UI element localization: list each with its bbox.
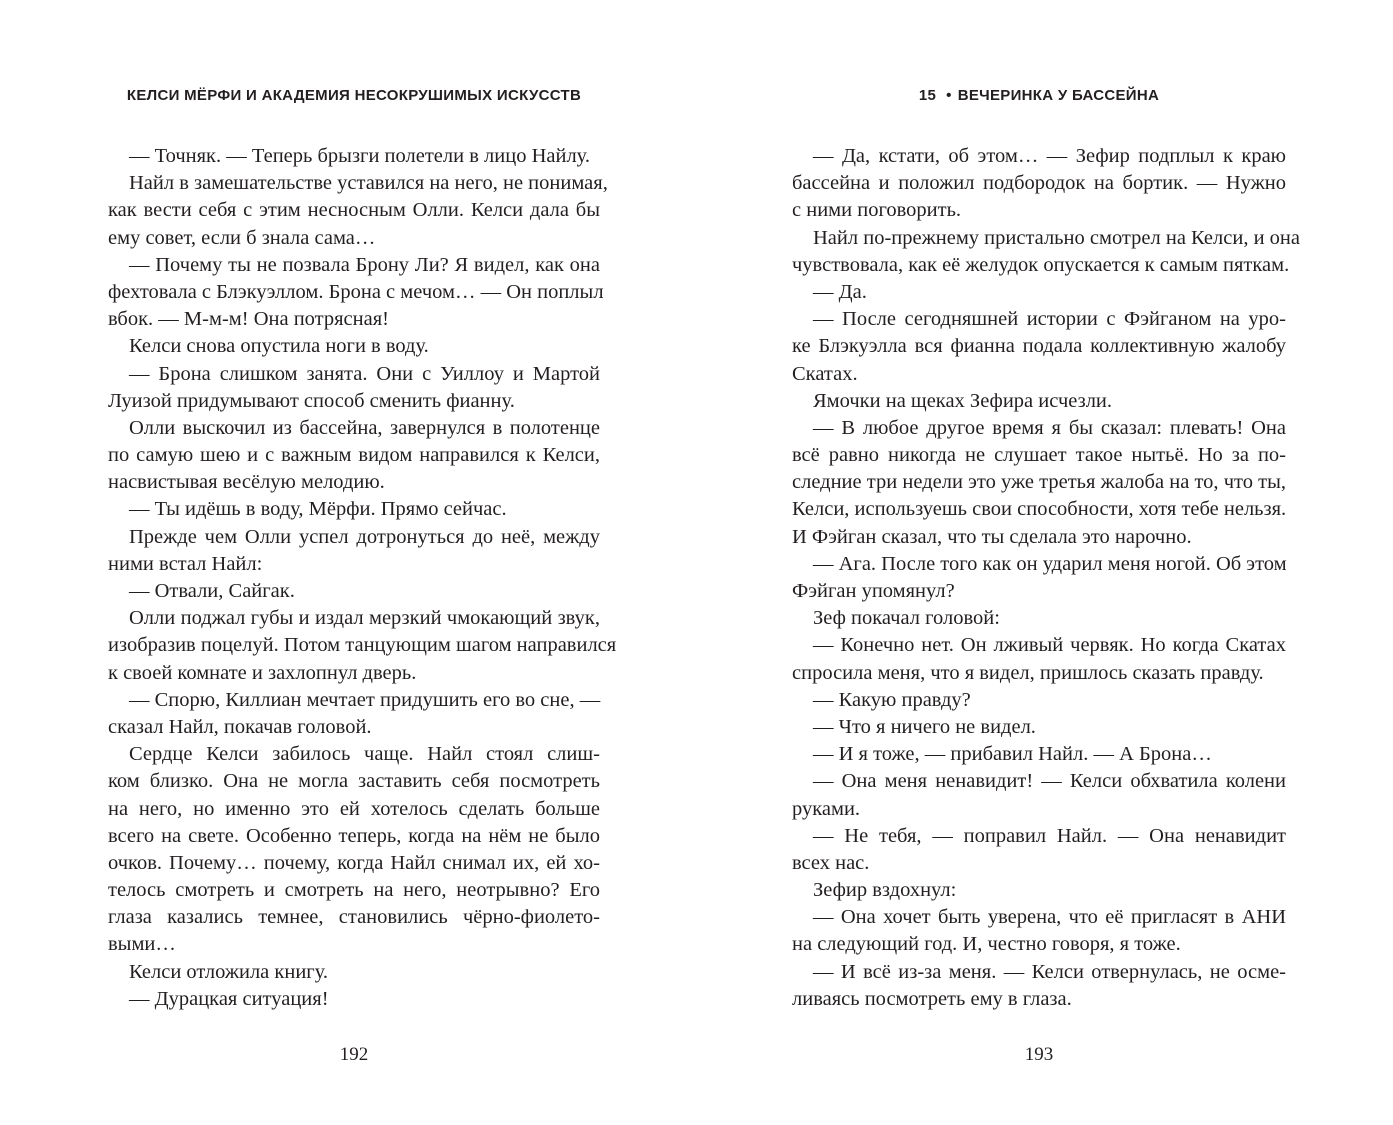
right-page-text [792,143,1300,1013]
text-line: вбок. — М-м-м! Она потрясная! [108,308,389,331]
chapter-title: ВЕЧЕРИНКА У БАССЕЙНА [957,87,1160,104]
text-line: — Брона слишком занята. Они с Уиллоу и Мартой [129,362,600,385]
text-line: Зеф покачал головой: [813,607,1000,630]
text-line: — Дурацкая ситуация! [129,987,329,1010]
text-line: — Спорю, Киллиан мечтает придушить его во сне, — [129,688,601,711]
text-line: глаза казались темнее, становились чёрно-фиолето- [108,906,600,929]
text-line: — И я тоже, — прибавил Найл. — А Брона… [813,743,1212,766]
text-line: — После сегодняшней истории с Фэйганом на уро- [813,308,1286,331]
text-line: — В любое другое время я бы сказал: плевать! Она [813,416,1286,439]
text-line: — Да, кстати, об этом… — Зефир подплыл к краю [813,145,1286,167]
text-line: Прежде чем Олли успел дотронуться до неё, между [129,525,600,548]
text-line: чувствовала, как её желудок опускается к самым пяткам. [792,253,1290,276]
text-line: — Ты идёшь в воду, Мёрфи. Прямо сейчас. [129,498,507,521]
text-line: И Фэйган сказал, что ты сделала это нарочно. [792,525,1192,548]
text-line: — Точняк. — Теперь брызги полетели в лицо Найлу. [129,145,590,167]
text-line: Олли поджал губы и издал мерзкий чмокающий звук, [129,607,600,630]
text-line: Олли выскочил из бассейна, завернулся в полотенце [129,416,600,439]
text-line: Зефир вздохнул: [813,879,957,902]
text-line: — Ага. После того как он ударил меня ногой. Об этом [813,552,1287,575]
text-line: как вести себя с этим несносным Олли. Келси дала бы [108,199,600,222]
text-line: к своей комнате и захлопнул дверь. [108,661,417,684]
text-line: — Она хочет быть уверена, что её пригласят в АНИ [813,906,1286,929]
text-line: с ними поговорить. [792,199,962,222]
text-line: спросила меня, что я видел, пришлось сказать правду. [792,661,1264,684]
text-line: — Отвали, Сайгак. [129,580,295,602]
text-line: руками. [792,797,861,820]
text-line: сказал Найл, покачав головой. [108,715,372,738]
text-line: ком близко. Она не могла заставить себя посмотреть [108,770,600,793]
left-page-text [108,143,617,1013]
text-line: — Что я ничего не видел. [813,715,1036,738]
text-line: по самую шею и с важным видом направился к Келси, [108,444,600,467]
text-line: всё равно никогда не слушает такое нытьё. Но за по- [792,444,1286,467]
text-line: ке Блэкуэлла вся фианна подала коллективную жалобу [792,335,1286,358]
left-page-number: 192 [339,1044,369,1065]
text-line: изобразив поцелуй. Потом танцующим шагом направился [108,634,617,657]
text-line: телось смотреть и смотреть на него, неотрывно? Его [108,879,600,902]
right-page-number: 193 [1024,1044,1054,1065]
left-running-head: КЕЛСИ МЁРФИ И АКАДЕМИЯ НЕСОКРУШИМЫХ ИСКУССТВ [126,87,582,104]
text-line: всего на свете. Особенно теперь, когда на нём не было [108,824,600,847]
text-line: Келси, используешь свои способности, хотя тебе нельзя. [792,498,1287,521]
text-line: — Почему ты не позвала Брону Ли? Я видел, как она [129,253,600,276]
text-line: — Конечно нет. Он лживый червяк. Но когда Скатах [813,634,1286,657]
text-line: Келси снова опустила ноги в воду. [129,335,429,358]
text-line: Ямочки на щеках Зефира исчезли. [813,389,1113,412]
text-line: Найл в замешательстве уставился на него, не понимая, [129,172,608,195]
bullet-separator: • [946,87,952,104]
text-line: Найл по-прежнему пристально смотрел на Келси, и она [813,226,1300,249]
text-line: ними встал Найл: [108,552,263,575]
text-line: Луизой придумывают способ сменить фианну. [108,389,515,412]
right-running-head [792,86,1286,106]
chapter-number: 15 [918,87,937,104]
text-line: выми… [108,933,176,956]
text-line: Келси отложила книгу. [129,960,329,983]
text-line: фехтовала с Блэкуэллом. Брона с мечом… — Он поплыл [108,280,604,303]
text-line: — Какую правду? [813,688,971,711]
right-page [792,0,1300,1125]
text-line: — Она меня ненавидит! — Келси обхватила колени [813,770,1286,793]
text-line: насвистывая весёлую мелодию. [108,471,385,494]
text-line: ливаясь посмотреть ему в глаза. [792,987,1072,1010]
text-line: — Не тебя, — поправил Найл. — Она ненавидит [813,824,1286,847]
text-line: ему совет, если б знала сама… [108,226,376,249]
text-line: — И всё из-за меня. — Келси отвернулась, не осме- [813,960,1286,983]
text-line: Фэйган упомянул? [792,580,955,602]
text-line: очков. Почему… почему, когда Найл снимал их, ей хо- [108,851,600,874]
text-line: следние три недели это уже третья жалоба на то, что ты, [792,471,1286,494]
text-line: на него, но именно это ей хотелось сделать больше [108,797,600,820]
text-line: всех нас. [792,851,870,874]
text-line: Сердце Келси забилось чаще. Найл стоял слиш- [129,743,600,766]
text-line: — Да. [813,280,867,303]
text-line: Скатах. [792,362,858,385]
text-line: на следующий год. И, честно говоря, я тоже. [792,933,1181,956]
left-page [108,0,617,1125]
text-line: бассейна и положил подбородок на бортик. — Нужно [792,172,1286,195]
